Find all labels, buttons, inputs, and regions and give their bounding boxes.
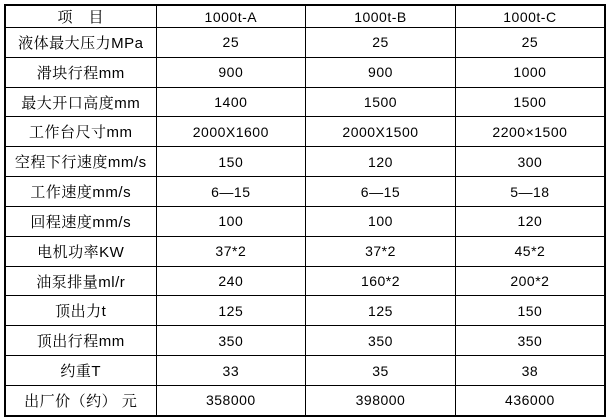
spec-value: 240 — [156, 266, 306, 296]
spec-value: 2200×1500 — [455, 117, 605, 147]
spec-value: 120 — [455, 206, 605, 236]
table-row — [5, 117, 605, 147]
spec-value: 35 — [306, 356, 456, 386]
spec-value: 350 — [306, 326, 456, 356]
table-row — [5, 147, 605, 177]
spec-value: 125 — [306, 296, 456, 326]
spec-label: 回程速度mm/s — [5, 206, 156, 236]
spec-value: 398000 — [306, 385, 456, 416]
table-row — [5, 266, 605, 296]
spec-label: 液体最大压力MPa — [5, 28, 156, 58]
spec-value: 350 — [156, 326, 306, 356]
spec-value: 5—18 — [455, 177, 605, 207]
spec-value: 6—15 — [306, 177, 456, 207]
table-row — [5, 236, 605, 266]
spec-value: 1000 — [455, 57, 605, 87]
spec-value: 900 — [306, 57, 456, 87]
spec-value: 300 — [455, 147, 605, 177]
table-row — [5, 356, 605, 386]
header-model-b: 1000t-B — [306, 5, 456, 28]
spec-value: 100 — [156, 206, 306, 236]
header-model-a: 1000t-A — [156, 5, 306, 28]
spec-value: 6—15 — [156, 177, 306, 207]
spec-value: 45*2 — [455, 236, 605, 266]
spec-value: 1500 — [306, 87, 456, 117]
table-row — [5, 296, 605, 326]
spec-label: 油泵排量ml/r — [5, 266, 156, 296]
spec-value: 120 — [306, 147, 456, 177]
spec-value: 2000X1600 — [156, 117, 306, 147]
table-row — [5, 326, 605, 356]
spec-value: 37*2 — [306, 236, 456, 266]
table-row — [5, 57, 605, 87]
spec-value: 33 — [156, 356, 306, 386]
spec-label: 滑块行程mm — [5, 57, 156, 87]
spec-value: 25 — [156, 28, 306, 58]
spec-label: 约重T — [5, 356, 156, 386]
spec-label: 顶出力t — [5, 296, 156, 326]
table-row — [5, 87, 605, 117]
table-row — [5, 177, 605, 207]
spec-label: 顶出行程mm — [5, 326, 156, 356]
table-row — [5, 206, 605, 236]
spec-value: 350 — [455, 326, 605, 356]
spec-value: 150 — [455, 296, 605, 326]
spec-label: 工作台尺寸mm — [5, 117, 156, 147]
spec-value: 2000X1500 — [306, 117, 456, 147]
spec-value: 1400 — [156, 87, 306, 117]
spec-value: 37*2 — [156, 236, 306, 266]
spec-table — [4, 4, 606, 417]
spec-value: 358000 — [156, 385, 306, 416]
spec-value: 100 — [306, 206, 456, 236]
spec-value: 25 — [455, 28, 605, 58]
spec-value: 160*2 — [306, 266, 456, 296]
spec-value: 436000 — [455, 385, 605, 416]
spec-label: 工作速度mm/s — [5, 177, 156, 207]
spec-value: 125 — [156, 296, 306, 326]
spec-value: 38 — [455, 356, 605, 386]
header-model-c: 1000t-C — [455, 5, 605, 28]
spec-label: 出厂价（约） 元 — [5, 385, 156, 416]
spec-label: 电机功率KW — [5, 236, 156, 266]
spec-value: 900 — [156, 57, 306, 87]
spec-value: 25 — [306, 28, 456, 58]
header-row — [5, 5, 605, 28]
table-row — [5, 28, 605, 58]
header-item-label: 项 目 — [5, 5, 156, 28]
table-row — [5, 385, 605, 416]
spec-label: 最大开口高度mm — [5, 87, 156, 117]
spec-value: 200*2 — [455, 266, 605, 296]
spec-value: 150 — [156, 147, 306, 177]
spec-label: 空程下行速度mm/s — [5, 147, 156, 177]
spec-value: 1500 — [455, 87, 605, 117]
